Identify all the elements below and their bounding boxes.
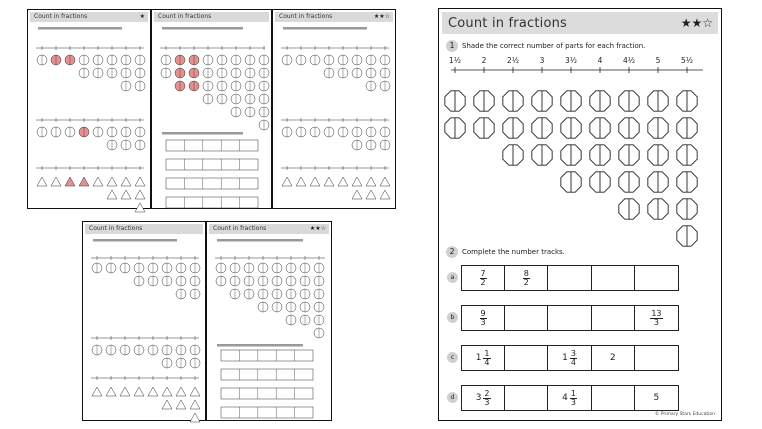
mini-triangle [134,387,144,396]
fraction-label: 2½ [506,56,520,65]
question-2-text: Complete the number tracks. [462,248,565,256]
mini-triangle [148,387,158,396]
question-1-number: 1 [446,40,458,52]
mini-triangle [93,177,103,186]
thumbnail-title: Count in fractions [158,13,212,20]
mini-text-line [217,239,303,242]
octagon-shape[interactable] [445,91,465,111]
octagon-shape[interactable] [619,118,639,138]
octagon-shape[interactable] [503,118,523,138]
track-label-a: a [447,272,458,283]
track-cell-empty[interactable] [505,306,548,330]
mini-triangle [190,387,200,396]
mini-triangle [380,177,390,186]
track-cell: 1 1 4 [462,346,505,370]
track-cell-empty[interactable] [548,266,591,290]
octagon-shape[interactable] [532,91,552,111]
track-cell-empty[interactable] [635,266,678,290]
octagon-shape[interactable] [619,172,639,192]
thumbnail-page-2[interactable] [151,9,272,209]
fraction-label: 5½ [680,56,694,65]
mini-triangle [135,190,145,199]
mini-triangle [176,400,186,409]
track-cell-empty[interactable] [592,386,635,410]
octagon-shape[interactable] [532,145,552,165]
mini-triangle [65,177,75,186]
octagon-shape[interactable] [677,226,697,246]
mini-track [166,140,258,151]
fraction-label: 5 [655,56,661,65]
octagon-shape[interactable] [619,199,639,219]
mini-text-line [93,239,177,242]
mini-text-line [217,344,303,347]
track-cell-empty[interactable] [592,266,635,290]
mini-triangle [120,387,130,396]
octagon-shape[interactable] [590,91,610,111]
thumbnail-page-1[interactable] [27,9,151,209]
main-worksheet [438,8,722,421]
mini-track [166,197,258,208]
octagon-shape[interactable] [561,145,581,165]
question-1-text: Shade the correct number of parts for each fraction. [462,42,646,50]
track-cell: 2 [592,346,635,370]
octagon-shape[interactable] [590,118,610,138]
mini-triangle [121,177,131,186]
worksheet-title: Count in fractions [448,16,568,31]
mini-triangle [352,177,362,186]
thumbnail-page-4[interactable] [82,221,206,421]
track-cell: 4 1 3 [548,386,591,410]
octagon-shape[interactable] [648,145,668,165]
octagon-shape[interactable] [561,172,581,192]
octagon-shape[interactable] [648,172,668,192]
octagon-shape[interactable] [619,91,639,111]
octagon-shape[interactable] [474,118,494,138]
mini-triangle [296,177,306,186]
mini-triangle [282,177,292,186]
octagon-shape[interactable] [677,91,697,111]
track-cell: 3 2 3 [462,386,505,410]
track-cell-empty[interactable] [635,346,678,370]
track-cell: 8 2 [505,266,548,290]
track-cell-empty[interactable] [505,386,548,410]
thumbnail-stars: ★★☆ [309,225,326,232]
mini-track [221,350,313,361]
mini-triangle [310,177,320,186]
octagon-shape[interactable] [648,91,668,111]
mini-text-line [38,27,122,30]
fraction-label: 3 [539,56,545,65]
mini-track [166,159,258,170]
octagon-shape[interactable] [561,91,581,111]
octagon-shape[interactable] [677,172,697,192]
fraction-shapes[interactable] [439,9,723,249]
number-track-c [461,345,679,371]
octagon-shape[interactable] [619,145,639,165]
mini-triangle [106,387,116,396]
mini-triangle [324,177,334,186]
thumbnail-content [152,10,273,210]
octagon-shape[interactable] [503,91,523,111]
mini-triangle [37,177,47,186]
octagon-shape[interactable] [648,199,668,219]
thumbnail-stars: ★ [139,13,145,20]
track-cell-empty[interactable] [505,346,548,370]
octagon-shape[interactable] [503,145,523,165]
thumbnail-title: Count in fractions [89,225,143,232]
octagon-shape[interactable] [648,118,668,138]
mini-triangle [338,177,348,186]
mini-text-line [162,132,243,135]
track-cell: 7 2 [462,266,505,290]
thumbnail-title: Count in fractions [213,225,267,232]
thumbnail-title: Count in fractions [279,13,333,20]
track-label-c: c [447,352,458,363]
octagon-shape[interactable] [677,145,697,165]
number-track-a [461,265,679,291]
mini-track [221,388,313,399]
track-cell: 13 3 [651,308,662,327]
thumbnail-content [83,222,207,422]
thumbnail-page-3[interactable] [272,9,396,209]
track-cell-empty[interactable] [548,306,591,330]
thumbnail-content [273,10,397,210]
track-label-b: b [447,312,458,323]
track-cell-empty[interactable] [592,306,635,330]
track-cell: 5 [653,393,660,403]
mini-track [221,407,313,418]
mini-triangle [366,177,376,186]
thumbnail-page-5[interactable] [206,221,332,421]
fraction-label: 1½ [448,56,462,65]
mini-triangle [190,400,200,409]
mini-triangle [380,190,390,199]
mini-triangle [121,190,131,199]
octagon-shape[interactable] [561,118,581,138]
number-track-b [461,305,679,331]
mini-track [221,369,313,380]
question-2-number: 2 [446,246,458,258]
thumbnail-content [207,222,333,422]
mini-triangle [92,387,102,396]
track-cell: 1 3 4 [548,346,591,370]
mini-triangle [176,387,186,396]
mini-triangle [107,190,117,199]
mini-track [166,178,258,189]
mini-triangle [135,177,145,186]
track-label-d: d [447,392,458,403]
octagon-shape[interactable] [474,91,494,111]
fraction-label: 4½ [622,56,636,65]
octagon-shape[interactable] [445,118,465,138]
thumbnail-title: Count in fractions [34,13,88,20]
fraction-label: 4 [597,56,603,65]
octagon-shape[interactable] [590,172,610,192]
mini-triangle [51,177,61,186]
thumbnail-content [28,10,152,210]
mini-triangle [162,400,172,409]
octagon-shape[interactable] [590,145,610,165]
copyright-footer: © Primary Stars Education [654,412,715,417]
octagon-shape[interactable] [532,118,552,138]
mini-triangle [366,190,376,199]
fraction-label: 2 [481,56,487,65]
difficulty-stars: ★★☆ [680,16,713,30]
track-cell: 9 3 [462,306,505,330]
mini-triangle [107,177,117,186]
mini-triangle [162,387,172,396]
mini-text-line [283,27,367,30]
octagon-shape[interactable] [677,118,697,138]
number-track-d [461,385,679,411]
mini-text-line [162,27,243,30]
mini-triangle [79,177,89,186]
mini-triangle [190,413,200,422]
octagon-shape[interactable] [677,199,697,219]
fraction-label: 3½ [564,56,578,65]
thumbnail-stars: ★★☆ [373,13,390,20]
mini-triangle [352,190,362,199]
mini-triangle [135,203,145,212]
